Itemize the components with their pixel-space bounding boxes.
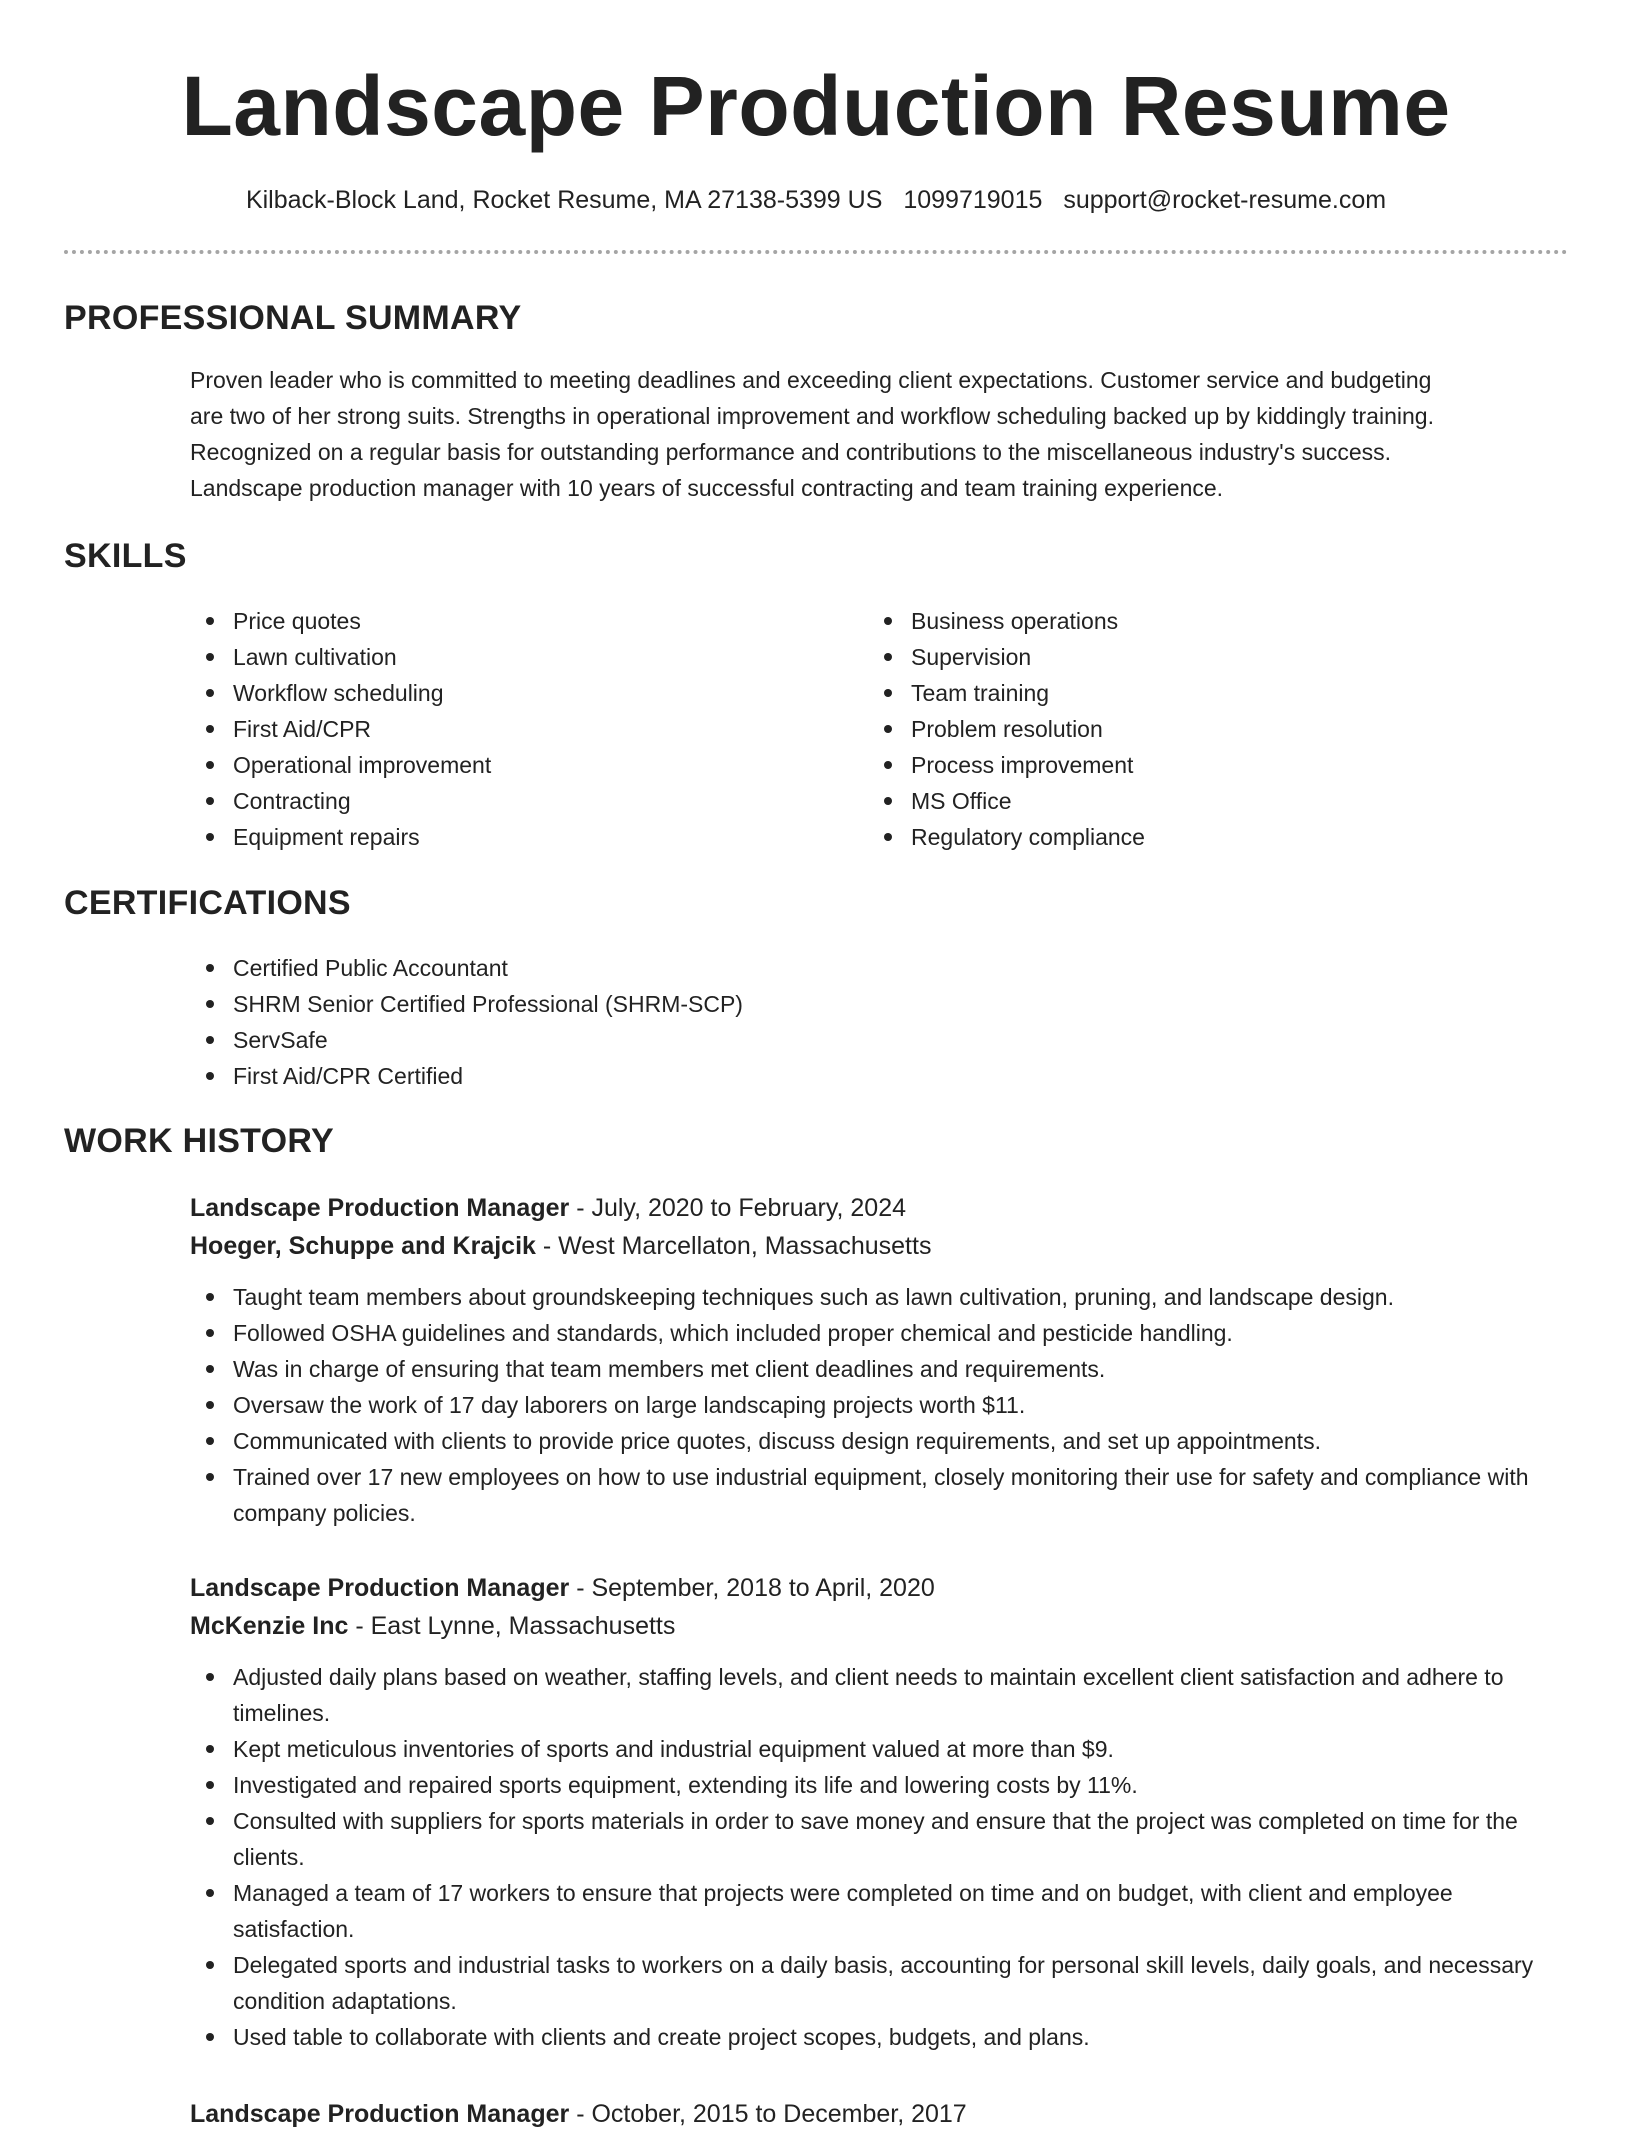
job-entry bbox=[190, 2095, 1570, 2133]
job-location: - East Lynne, Massachusetts bbox=[348, 1612, 676, 1640]
job-bullet: Taught team members about groundskeeping techniques such as lawn cultivation, pruning, and landscape design. bbox=[190, 1279, 1570, 1315]
skill-item: Contracting bbox=[190, 783, 830, 819]
contact-line bbox=[0, 182, 1632, 218]
work-history-heading: WORK HISTORY bbox=[64, 1122, 334, 1160]
summary-line: are two of her strong suits. Strengths in operational improvement and workflow scheduling backed up by kiddingly training. bbox=[190, 403, 1434, 429]
job-title: Landscape Production Manager bbox=[190, 1574, 570, 1602]
skills-column-right bbox=[868, 603, 1508, 855]
skill-item: Operational improvement bbox=[190, 747, 830, 783]
job-bullet: Oversaw the work of 17 day laborers on large landscaping projects worth $11. bbox=[190, 1387, 1570, 1423]
job-company-line bbox=[190, 1227, 1570, 1265]
skill-item: Process improvement bbox=[868, 747, 1508, 783]
job-bullet: Was in charge of ensuring that team members met client deadlines and requirements. bbox=[190, 1351, 1570, 1387]
job-bullet: Delegated sports and industrial tasks to workers on a daily basis, accounting for personal skill levels, daily goals, and necessary condition adaptations. bbox=[190, 1947, 1570, 2019]
summary-text bbox=[190, 362, 1570, 506]
job-title: Landscape Production Manager bbox=[190, 1194, 570, 1222]
certification-item: First Aid/CPR Certified bbox=[190, 1058, 1570, 1094]
job-dates: - September, 2018 to April, 2020 bbox=[569, 1574, 935, 1602]
skill-item: First Aid/CPR bbox=[190, 711, 830, 747]
certification-item: ServSafe bbox=[190, 1022, 1570, 1058]
job-location: - West Marcellaton, Massachusetts bbox=[535, 1232, 932, 1260]
job-company-line bbox=[190, 1607, 1570, 1645]
certifications-list bbox=[190, 950, 1570, 1094]
job-bullet: Communicated with clients to provide price quotes, discuss design requirements, and set up appointments. bbox=[190, 1423, 1570, 1459]
header-divider bbox=[64, 250, 1568, 254]
job-bullet: Adjusted daily plans based on weather, staffing levels, and client needs to maintain excellent client satisfaction and adhere to timelines. bbox=[190, 1659, 1570, 1731]
contact-address: Kilback-Block Land, Rocket Resume, MA 27138-5399 US bbox=[245, 186, 883, 214]
skills-heading: SKILLS bbox=[64, 537, 187, 575]
job-bullet: Kept meticulous inventories of sports and industrial equipment valued at more than $9. bbox=[190, 1731, 1570, 1767]
summary-line: Landscape production manager with 10 years of successful contracting and team training experience. bbox=[190, 475, 1224, 501]
job-title-line bbox=[190, 1569, 1570, 1607]
skill-item: Price quotes bbox=[190, 603, 830, 639]
summary-heading: PROFESSIONAL SUMMARY bbox=[64, 299, 522, 337]
job-bullet: Consulted with suppliers for sports materials in order to save money and ensure that the project was completed on time for the clients. bbox=[190, 1803, 1570, 1875]
resume-title: Landscape Production Resume bbox=[181, 59, 1451, 153]
skill-item: Workflow scheduling bbox=[190, 675, 830, 711]
skill-item: Equipment repairs bbox=[190, 819, 830, 855]
job-bullet: Investigated and repaired sports equipment, extending its life and lowering costs by 11%. bbox=[190, 1767, 1570, 1803]
job-title: Landscape Production Manager bbox=[190, 2100, 570, 2128]
skills-column-left bbox=[190, 603, 830, 855]
job-entry bbox=[190, 1189, 1570, 1531]
job-dates: - October, 2015 to December, 2017 bbox=[569, 2100, 967, 2128]
skill-item: Lawn cultivation bbox=[190, 639, 830, 675]
contact-phone: 1099719015 bbox=[903, 186, 1043, 214]
certification-item: SHRM Senior Certified Professional (SHRM-SCP) bbox=[190, 986, 1570, 1022]
job-company: Hoeger, Schuppe and Krajcik bbox=[190, 1232, 536, 1260]
job-bullet: Used table to collaborate with clients and create project scopes, budgets, and plans. bbox=[190, 2019, 1570, 2055]
skill-item: Team training bbox=[868, 675, 1508, 711]
job-dates: - July, 2020 to February, 2024 bbox=[569, 1194, 907, 1222]
contact-email[interactable]: support@rocket-resume.com bbox=[1063, 186, 1387, 214]
job-bullet: Followed OSHA guidelines and standards, which included proper chemical and pesticide handling. bbox=[190, 1315, 1570, 1351]
job-bullets bbox=[190, 1659, 1570, 2055]
certifications-heading: CERTIFICATIONS bbox=[64, 884, 351, 922]
summary-line: Recognized on a regular basis for outstanding performance and contributions to the miscellaneous industry's success. bbox=[190, 439, 1392, 465]
certification-item: Certified Public Accountant bbox=[190, 950, 1570, 986]
job-company: McKenzie Inc bbox=[190, 1612, 349, 1640]
skill-item: Business operations bbox=[868, 603, 1508, 639]
job-bullets bbox=[190, 1279, 1570, 1531]
skill-item: Problem resolution bbox=[868, 711, 1508, 747]
job-bullet: Managed a team of 17 workers to ensure that projects were completed on time and on budget, with client and employee satisfaction. bbox=[190, 1875, 1570, 1947]
skill-item: Supervision bbox=[868, 639, 1508, 675]
job-bullet: Trained over 17 new employees on how to use industrial equipment, closely monitoring their use for safety and compliance with company policies. bbox=[190, 1459, 1570, 1531]
job-title-line bbox=[190, 2095, 1570, 2133]
skill-item: MS Office bbox=[868, 783, 1508, 819]
summary-line: Proven leader who is committed to meeting deadlines and exceeding client expectations. Customer service and budgeting bbox=[190, 367, 1432, 393]
skill-item: Regulatory compliance bbox=[868, 819, 1508, 855]
job-title-line bbox=[190, 1189, 1570, 1227]
job-entry bbox=[190, 1569, 1570, 2055]
